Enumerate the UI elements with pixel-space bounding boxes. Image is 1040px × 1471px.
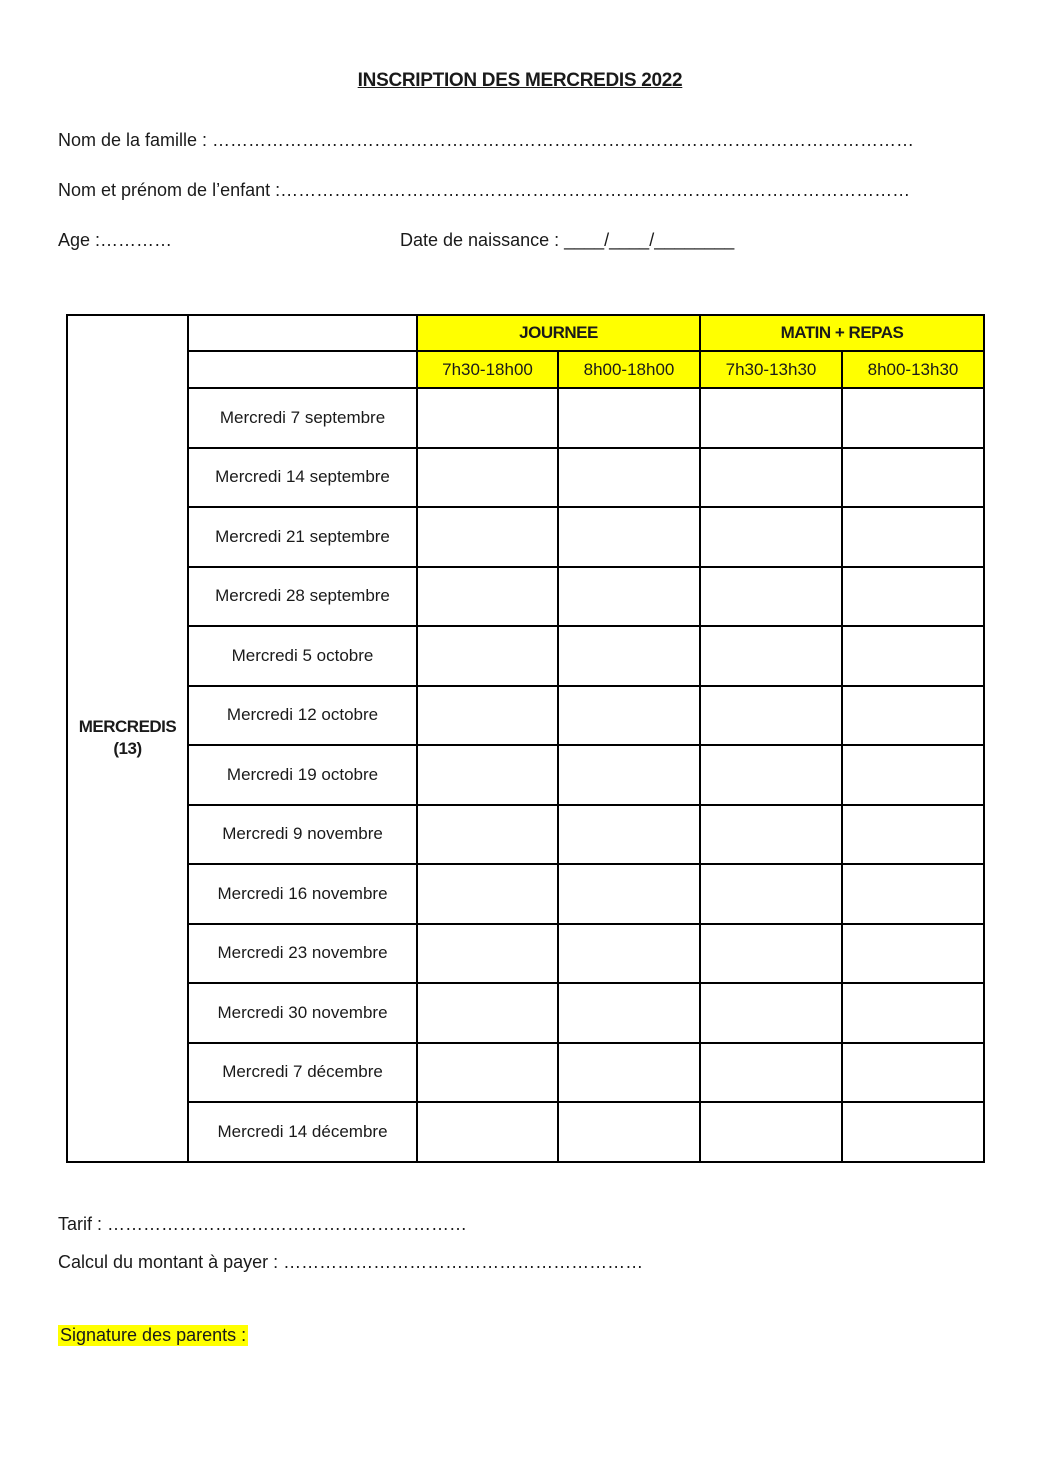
checkbox-cell[interactable] [842, 448, 984, 508]
checkbox-cell[interactable] [700, 686, 842, 746]
checkbox-cell[interactable] [417, 864, 558, 924]
age-field[interactable]: Age :………… [58, 230, 173, 250]
checkbox-cell[interactable] [417, 983, 558, 1043]
checkbox-cell[interactable] [558, 567, 700, 627]
table-row [67, 1043, 984, 1103]
table-row [67, 448, 984, 508]
checkbox-cell[interactable] [417, 507, 558, 567]
birth-date-field[interactable]: Date de naissance : ____/____/________ [400, 230, 735, 250]
table-row [67, 983, 984, 1043]
table-row [67, 567, 984, 627]
registration-table [66, 314, 985, 1163]
checkbox-cell[interactable] [700, 507, 842, 567]
checkbox-cell[interactable] [842, 924, 984, 984]
amount-calc-field[interactable]: Calcul du montant à payer : …………………………………………………… [58, 1252, 644, 1272]
date-label: Mercredi 9 novembre [188, 805, 417, 865]
date-label: Mercredi 21 septembre [188, 507, 417, 567]
page-title: INSCRIPTION DES MERCREDIS 2022 [357, 70, 683, 91]
date-label: Mercredi 14 septembre [188, 448, 417, 508]
checkbox-cell[interactable] [700, 805, 842, 865]
time-slot-row [67, 351, 984, 388]
section-label [67, 315, 188, 1162]
checkbox-cell[interactable] [417, 805, 558, 865]
checkbox-cell[interactable] [842, 864, 984, 924]
age-dob-row [58, 230, 778, 251]
checkbox-cell[interactable] [700, 1043, 842, 1103]
checkbox-cell[interactable] [842, 626, 984, 686]
checkbox-cell[interactable] [842, 805, 984, 865]
checkbox-cell[interactable] [700, 745, 842, 805]
checkbox-cell[interactable] [700, 1102, 842, 1162]
checkbox-cell[interactable] [558, 983, 700, 1043]
checkbox-cell[interactable] [700, 448, 842, 508]
checkbox-cell[interactable] [700, 567, 842, 627]
child-name-field[interactable]: Nom et prénom de l’enfant :…………………………………………………………………………………………… [58, 180, 911, 200]
checkbox-cell[interactable] [417, 924, 558, 984]
date-label: Mercredi 16 novembre [188, 864, 417, 924]
table-row [67, 507, 984, 567]
checkbox-cell[interactable] [417, 388, 558, 448]
tarif-field[interactable]: Tarif : …………………………………………………… [58, 1214, 468, 1234]
checkbox-cell[interactable] [558, 745, 700, 805]
date-label: Mercredi 14 décembre [188, 1102, 417, 1162]
checkbox-cell[interactable] [700, 388, 842, 448]
date-label: Mercredi 7 décembre [188, 1043, 417, 1103]
table-row [67, 388, 984, 448]
checkbox-cell[interactable] [700, 864, 842, 924]
table-row [67, 864, 984, 924]
checkbox-cell[interactable] [417, 626, 558, 686]
checkbox-cell[interactable] [558, 686, 700, 746]
checkbox-cell[interactable] [842, 983, 984, 1043]
group-matin-repas: MATIN + REPAS [700, 315, 984, 351]
checkbox-cell[interactable] [700, 626, 842, 686]
checkbox-cell[interactable] [842, 567, 984, 627]
empty-header-cell [188, 315, 417, 351]
table-row [67, 805, 984, 865]
family-name-field[interactable]: Nom de la famille : ……………………………………………………………………………………………………… [58, 130, 915, 150]
checkbox-cell[interactable] [842, 507, 984, 567]
checkbox-cell[interactable] [558, 448, 700, 508]
time-slot-header: 8h00-18h00 [558, 351, 700, 388]
date-label: Mercredi 23 novembre [188, 924, 417, 984]
time-slot-header: 7h30-13h30 [700, 351, 842, 388]
date-label: Mercredi 5 octobre [188, 626, 417, 686]
section-label-line2: (13) [113, 739, 142, 759]
checkbox-cell[interactable] [842, 686, 984, 746]
checkbox-cell[interactable] [558, 864, 700, 924]
date-label: Mercredi 28 septembre [188, 567, 417, 627]
time-slot-header: 7h30-18h00 [417, 351, 558, 388]
checkbox-cell[interactable] [700, 924, 842, 984]
checkbox-cell[interactable] [417, 1043, 558, 1103]
checkbox-cell[interactable] [700, 983, 842, 1043]
checkbox-cell[interactable] [417, 686, 558, 746]
section-label-line1: MERCREDIS [78, 717, 177, 737]
date-label: Mercredi 19 octobre [188, 745, 417, 805]
date-label: Mercredi 7 septembre [188, 388, 417, 448]
table-row [67, 745, 984, 805]
checkbox-cell[interactable] [417, 1102, 558, 1162]
group-journee: JOURNEE [417, 315, 700, 351]
checkbox-cell[interactable] [842, 388, 984, 448]
checkbox-cell[interactable] [558, 507, 700, 567]
checkbox-cell[interactable] [558, 1102, 700, 1162]
empty-header-cell [188, 351, 417, 388]
time-slot-header: 8h00-13h30 [842, 351, 984, 388]
checkbox-cell[interactable] [558, 805, 700, 865]
table-row [67, 686, 984, 746]
table-row [67, 626, 984, 686]
checkbox-cell[interactable] [842, 745, 984, 805]
group-header-row [67, 315, 984, 351]
table-row [67, 1102, 984, 1162]
checkbox-cell[interactable] [558, 388, 700, 448]
parent-signature-label: Signature des parents : [60, 1325, 247, 1345]
table-row [67, 924, 984, 984]
checkbox-cell[interactable] [417, 567, 558, 627]
checkbox-cell[interactable] [842, 1102, 984, 1162]
checkbox-cell[interactable] [417, 448, 558, 508]
checkbox-cell[interactable] [417, 745, 558, 805]
date-label: Mercredi 30 novembre [188, 983, 417, 1043]
date-label: Mercredi 12 octobre [188, 686, 417, 746]
checkbox-cell[interactable] [558, 924, 700, 984]
checkbox-cell[interactable] [842, 1043, 984, 1103]
checkbox-cell[interactable] [558, 626, 700, 686]
checkbox-cell[interactable] [558, 1043, 700, 1103]
